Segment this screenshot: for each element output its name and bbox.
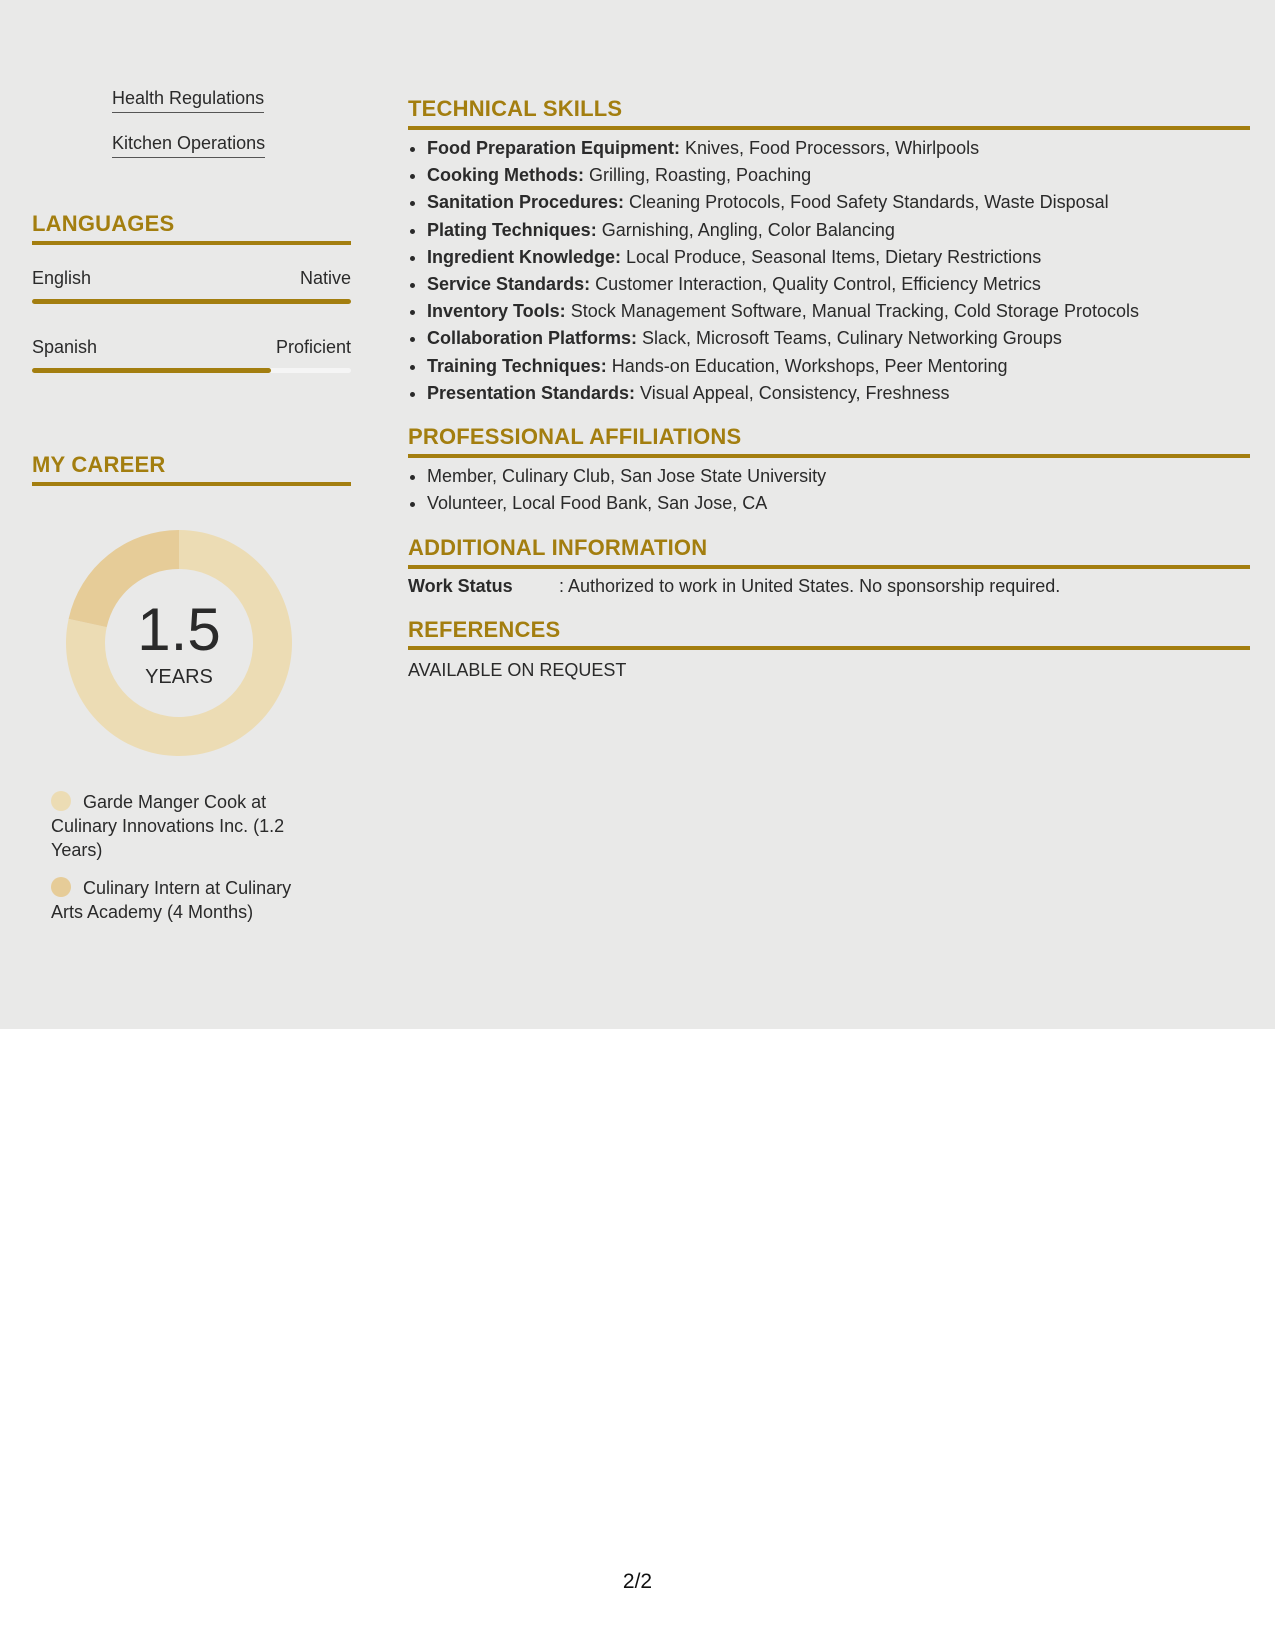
affiliations-rule [408,454,1250,458]
skill-category: Training Techniques: [427,355,607,376]
page-number: 2/2 [622,1570,653,1593]
skill-category: Ingredient Knowledge: [427,246,622,267]
career-legend-label: Culinary Intern at Culinary Arts Academy (4 Months) [51,878,292,922]
skill-item [427,162,1257,189]
language-name: English [32,268,92,288]
skill-category: Service Standards: [427,274,591,295]
career-legend-item [51,876,321,924]
skill-item [427,135,1257,162]
skill-values: Garnishing, Angling, Color Balancing [596,219,895,240]
career-legend-label: Garde Manger Cook at Culinary Innovations Inc. (1.2 Years) [51,792,285,860]
skill-item [427,380,1257,407]
language-bar-fill [32,299,351,304]
additional-info-heading: ADDITIONAL INFORMATION [408,535,708,560]
skill-item [427,244,1257,271]
career-rule [32,482,351,486]
skill-values: Slack, Microsoft Teams, Culinary Networking Groups [637,328,1062,349]
list-item: • Member, Culinary Club, San Jose State University [427,463,1257,490]
work-status-value: : Authorized to work in United States. No sponsorship required. [559,576,1061,596]
skill-values: Cleaning Protocols, Food Safety Standards, Waste Disposal [624,192,1109,213]
skill-category: Food Preparation Equipment: [427,138,681,158]
language-bar-english [32,299,351,304]
skill-item [427,189,1257,216]
skill-category: Sanitation Procedures: [427,192,625,213]
languages-heading: LANGUAGES [32,211,175,236]
list-item: • Volunteer, Local Food Bank, San Jose, CA [427,490,1257,517]
skill-category: Inventory Tools: [427,301,566,322]
affiliations-heading: PROFESSIONAL AFFILIATIONS [408,424,742,449]
legend-dot [51,791,71,811]
skill-values: Grilling, Roasting, Poaching [583,165,812,186]
additional-info-rule [408,565,1250,569]
skill-item [427,325,1257,352]
skill-values: Local Produce, Seasonal Items, Dietary Restrictions [621,246,1042,267]
career-legend-item [51,790,321,862]
skill-values: Hands-on Education, Workshops, Peer Mentoring [606,355,1008,376]
skill-values: Stock Management Software, Manual Tracking, Cold Storage Protocols [565,301,1139,322]
skill-health-regulations[interactable]: Health Regulations [112,88,264,113]
technical-skills-rule [408,126,1250,130]
language-name: Spanish [32,337,98,357]
skill-item [427,271,1257,298]
skill-kitchen-operations[interactable]: Kitchen Operations [112,133,265,158]
skill-item [427,217,1257,244]
skill-item [427,353,1257,380]
technical-skills-list [408,135,1257,407]
technical-skills-heading: TECHNICAL SKILLS [408,96,623,121]
career-total-unit: YEARS [145,666,213,688]
language-level: Proficient [275,337,351,357]
skill-item [427,298,1257,325]
references-text: AVAILABLE ON REQUEST [408,660,627,680]
career-donut-chart [66,530,292,756]
references-rule [408,646,1250,650]
work-status-label: Work Status [408,576,513,596]
references-heading: REFERENCES [408,617,561,642]
skill-category: Cooking Methods: [427,165,584,186]
skill-category: Plating Techniques: [427,219,597,240]
language-level: Native [299,268,351,288]
skill-category: Collaboration Platforms: [427,328,638,349]
work-status-row [408,576,1060,597]
skill-values: Customer Interaction, Quality Control, Efficiency Metrics [590,274,1041,295]
career-heading: MY CAREER [32,452,166,477]
language-bar-fill [32,368,271,373]
skill-values: Knives, Food Processors, Whirlpools [680,138,980,158]
affiliations-list [408,463,1257,517]
legend-dot [51,877,71,897]
career-total-value: 1.5 [137,596,221,663]
skill-values: Visual Appeal, Consistency, Freshness [635,382,950,403]
language-bar-spanish [32,368,351,373]
skill-category: Presentation Standards: [427,382,636,403]
languages-rule [32,241,351,245]
